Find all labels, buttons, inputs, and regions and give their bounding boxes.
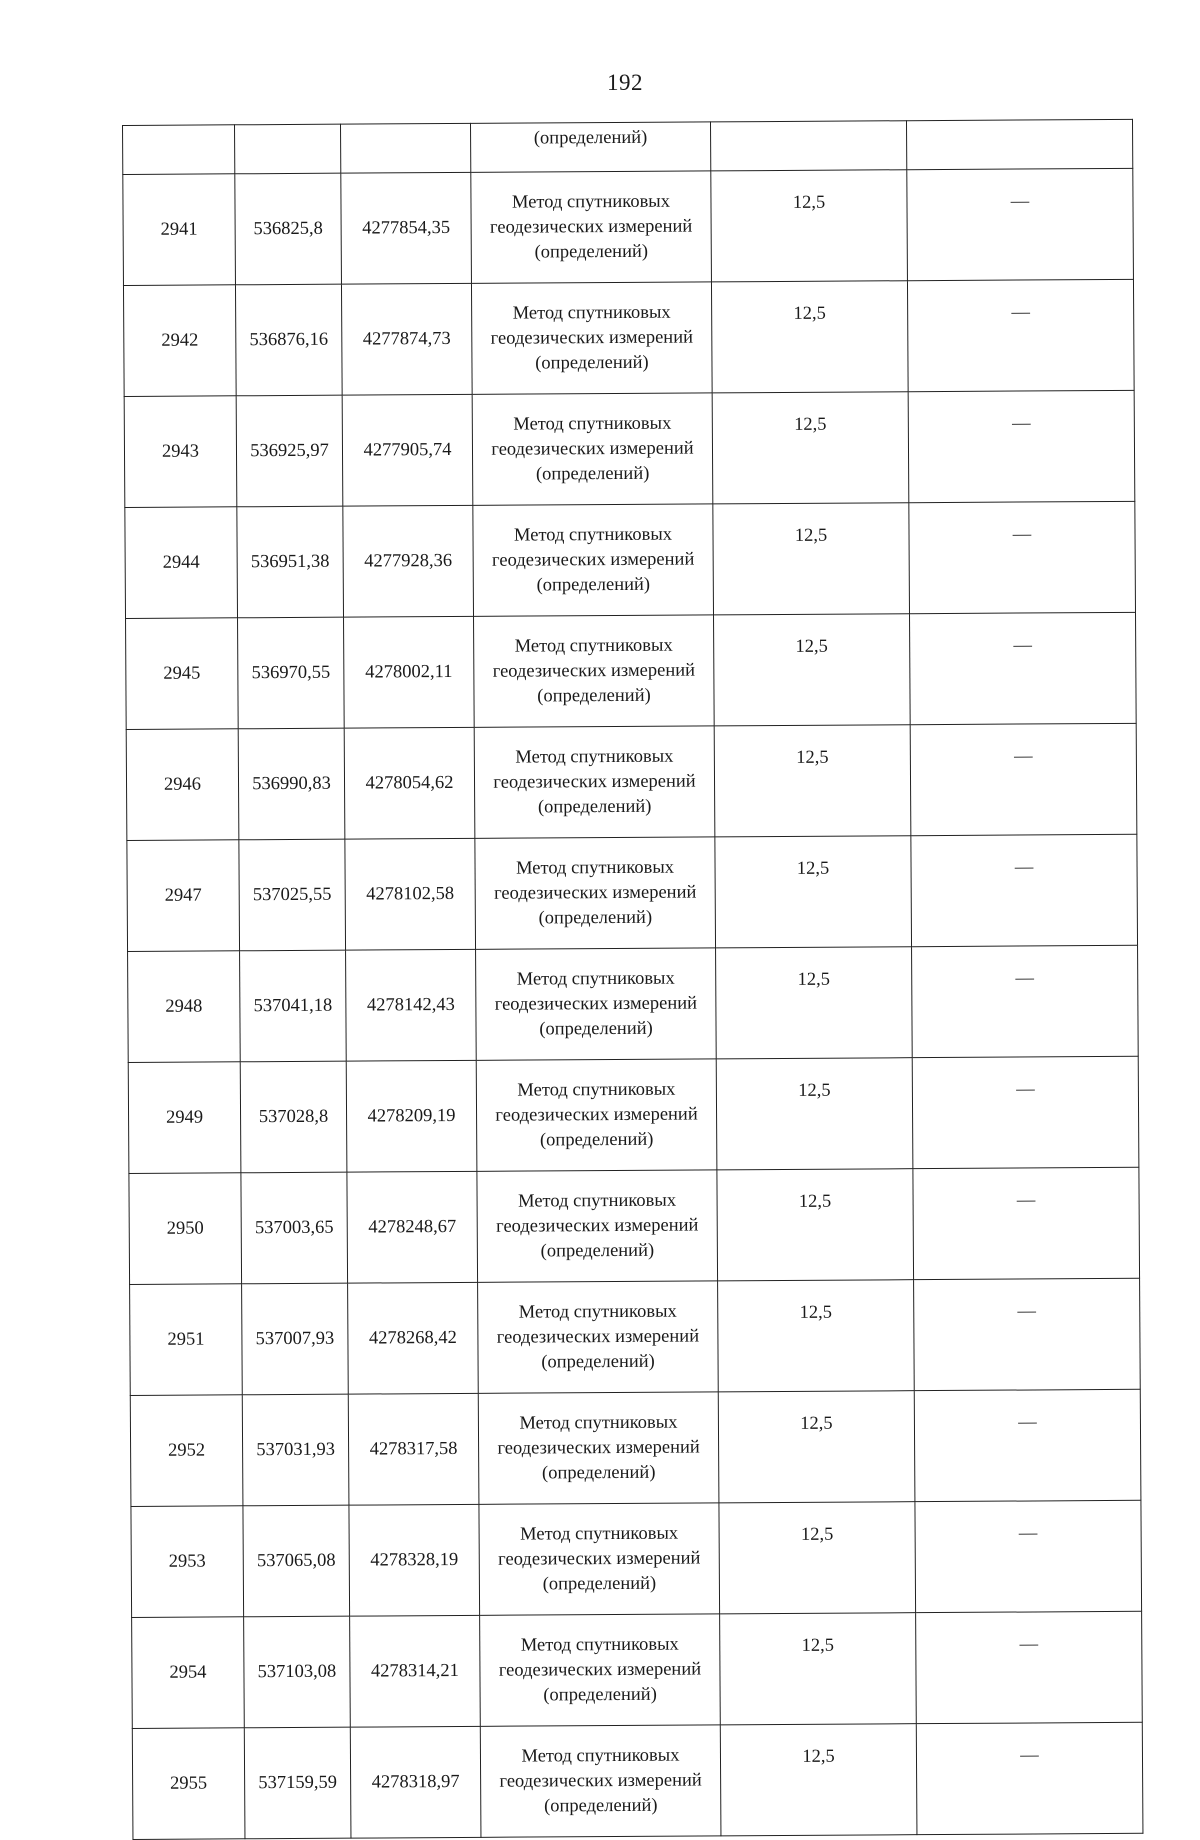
method-line: Метод спутниковых: [520, 1634, 679, 1656]
cell-y: 4278317,58: [348, 1393, 479, 1505]
cell-point: 2951: [130, 1284, 243, 1396]
cell-x: 537159,59: [244, 1727, 351, 1839]
cell-accuracy: 12,5: [717, 1169, 914, 1281]
table-row: [131, 1500, 1142, 1617]
method-line: геодезических измерений: [496, 1325, 700, 1348]
table-row: [126, 612, 1137, 729]
cell-x: 537031,93: [242, 1394, 349, 1506]
method-line: геодезических измерений: [493, 771, 696, 793]
cell-extra: —: [914, 1278, 1141, 1390]
cell-extra: —: [914, 1389, 1141, 1501]
cell-method: [474, 615, 715, 727]
table-row: [123, 279, 1134, 396]
cell-method: [472, 393, 713, 505]
cell-accuracy: 12,5: [716, 1058, 913, 1170]
table-row: [129, 1167, 1140, 1284]
cell-accuracy: 12,5: [720, 1724, 917, 1836]
cell-accuracy: 12,5: [718, 1280, 915, 1392]
table-row: [132, 1722, 1143, 1839]
method-line: (определений): [535, 463, 650, 484]
cell-extra: —: [915, 1500, 1142, 1612]
cell-y: 4277928,36: [343, 505, 474, 617]
method-line: (определений): [536, 574, 651, 595]
method-line: (определений): [541, 1462, 656, 1483]
cell-extra: —: [916, 1611, 1143, 1723]
cell-x: 536970,55: [238, 617, 345, 729]
cell-method: [480, 1725, 721, 1837]
cell-y: 4278054,62: [344, 727, 475, 839]
method-line: Метод спутниковых: [513, 524, 673, 546]
page-number: 192: [607, 70, 643, 95]
cell-point: 2944: [125, 507, 238, 619]
cell-accuracy: 12,5: [716, 947, 913, 1059]
cell-y: 4278102,58: [345, 838, 476, 950]
cell-extra: [906, 119, 1132, 169]
cell-x: 537025,55: [239, 839, 346, 951]
method-line: (определений): [539, 1018, 653, 1039]
cell-x: 536925,97: [236, 395, 343, 507]
cell-x: 537065,08: [243, 1505, 350, 1617]
table-row: [130, 1389, 1141, 1506]
table-row: [126, 723, 1137, 840]
cell-point: 2943: [124, 396, 237, 508]
method-line: (определений): [543, 1684, 657, 1705]
cell-accuracy: 12,5: [715, 836, 912, 948]
cell-y: 4278268,42: [348, 1282, 479, 1394]
cell-method: [473, 504, 714, 616]
cell-point: 2948: [128, 951, 241, 1063]
table-row: [124, 390, 1135, 507]
table-row: [125, 501, 1136, 618]
cell-point: 2953: [131, 1506, 244, 1618]
method-line: геодезических измерений: [495, 1104, 698, 1126]
cell-point: [123, 125, 235, 175]
cell-y: 4277905,74: [342, 394, 473, 506]
method-line: геодезических измерений: [497, 1436, 700, 1459]
cell-x: 537003,65: [241, 1172, 348, 1284]
method-line: Метод спутниковых: [516, 968, 675, 990]
cell-method: [478, 1392, 719, 1504]
cell-x: 536990,83: [238, 728, 345, 840]
cell-accuracy: 12,5: [719, 1502, 916, 1614]
method-line: Метод спутниковых: [514, 635, 673, 657]
cell-extra: —: [912, 1056, 1139, 1168]
method-line: Метод спутниковых: [518, 1301, 677, 1323]
cell-method: [471, 282, 712, 394]
cell-y: 4278318,97: [350, 1726, 481, 1838]
cell-point: 2950: [129, 1173, 242, 1285]
method-line: геодезических измерений: [498, 1658, 702, 1681]
cell-point: 2949: [128, 1062, 241, 1174]
cell-method: [476, 1059, 717, 1171]
method-line: геодезических измерений: [496, 1214, 699, 1237]
cell-accuracy: 12,5: [711, 281, 908, 393]
method-line: Метод спутниковых: [519, 1412, 678, 1434]
cell-method: [476, 948, 717, 1060]
cell-method: [474, 726, 715, 838]
cell-method: (определений): [470, 122, 710, 172]
cell-method: [475, 837, 716, 949]
table-row: [128, 945, 1139, 1062]
cell-y: 4278314,21: [350, 1615, 481, 1727]
table-row: [128, 1056, 1139, 1173]
cell-extra: —: [909, 612, 1136, 724]
method-line: геодезических измерений: [491, 549, 695, 571]
method-line: геодезических измерений: [490, 327, 694, 349]
continuation-row: [123, 119, 1133, 174]
cell-point: 2941: [123, 174, 236, 286]
method-line: Метод спутниковых: [513, 413, 672, 435]
method-line: (определений): [537, 685, 651, 706]
method-line: Метод спутниковых: [515, 857, 675, 879]
cell-y: 4277854,35: [341, 172, 472, 284]
method-line: геодезических измерений: [499, 1769, 702, 1792]
cell-x: 536876,16: [235, 284, 342, 396]
cell-extra: —: [913, 1167, 1140, 1279]
cell-method: [477, 1170, 718, 1282]
table-row: [132, 1611, 1143, 1728]
table-row: [127, 834, 1138, 951]
cell-point: 2954: [132, 1617, 245, 1729]
method-line: Метод спутниковых: [515, 746, 674, 768]
method-line: геодезических измерений: [492, 660, 696, 682]
cell-method: [480, 1614, 721, 1726]
method-line: (определений): [541, 1351, 655, 1372]
cell-x: 537041,18: [240, 950, 347, 1062]
cell-y: 4277874,73: [341, 283, 472, 395]
method-line: (определений): [543, 1795, 658, 1816]
cell-x: 537028,8: [240, 1061, 347, 1173]
cell-extra: —: [910, 723, 1137, 835]
cell-point: 2952: [130, 1395, 243, 1507]
method-line: (определений): [535, 352, 649, 373]
method-line: Метод спутниковых: [518, 1190, 677, 1212]
cell-extra: —: [907, 279, 1134, 391]
table-row: [130, 1278, 1141, 1395]
cell-point: 2947: [127, 840, 240, 952]
method-line: (определений): [537, 796, 652, 817]
cell-y: 4278248,67: [347, 1171, 478, 1283]
method-line: геодезических измерений: [494, 993, 698, 1015]
cell-y: 4278002,11: [344, 616, 475, 728]
method-line: Метод спутниковых: [511, 191, 671, 213]
cell-point: 2942: [123, 285, 236, 397]
method-line: Метод спутниковых: [521, 1745, 680, 1767]
method-line: Метод спутниковых: [520, 1523, 679, 1545]
cell-accuracy: 12,5: [714, 614, 911, 726]
method-line: геодезических измерений: [493, 882, 697, 904]
method-line: (определений): [542, 1573, 657, 1594]
method-line: геодезических измерений: [498, 1547, 701, 1570]
method-line: (определений): [539, 1129, 654, 1150]
cell-point: 2955: [132, 1728, 245, 1840]
cell-method: [471, 171, 712, 283]
cell-x: [235, 124, 341, 174]
cell-y: 4278328,19: [349, 1504, 480, 1616]
method-line: Метод спутниковых: [512, 302, 671, 324]
method-line: (определений): [540, 1240, 655, 1261]
cell-extra: —: [907, 168, 1134, 280]
cell-accuracy: 12,5: [720, 1613, 917, 1725]
cell-accuracy: 12,5: [711, 170, 908, 282]
cell-method: [478, 1281, 719, 1393]
cell-method: [479, 1503, 720, 1615]
cell-x: 537007,93: [242, 1283, 349, 1395]
method-line: Метод спутниковых: [517, 1079, 676, 1101]
cell-extra: —: [908, 390, 1135, 502]
cell-extra: —: [916, 1722, 1143, 1834]
cell-accuracy: 12,5: [718, 1391, 915, 1503]
cell-extra: —: [912, 945, 1139, 1057]
cell-accuracy: 12,5: [712, 392, 909, 504]
cell-accuracy: 12,5: [713, 503, 910, 615]
cell-y: 4278142,43: [346, 949, 477, 1061]
cell-x: 536825,8: [235, 173, 342, 285]
cell-extra: —: [911, 834, 1138, 946]
cell-y: [340, 123, 470, 173]
method-line: геодезических измерений: [491, 438, 694, 460]
table-row: [123, 168, 1134, 285]
cell-point: 2945: [126, 618, 239, 730]
cell-x: 536951,38: [237, 506, 344, 618]
cell-x: 537103,08: [244, 1616, 351, 1728]
cell-point: 2946: [126, 729, 239, 841]
cell-y: 4278209,19: [346, 1060, 477, 1172]
method-line: (определений): [534, 241, 649, 262]
method-line: геодезических измерений: [489, 216, 693, 238]
method-line: (определений): [538, 907, 653, 928]
cell-accuracy: 12,5: [714, 725, 911, 837]
coordinates-table: [122, 119, 1143, 1840]
cell-accuracy: [710, 121, 906, 171]
table-body: [123, 119, 1143, 1839]
cell-extra: —: [909, 501, 1136, 613]
